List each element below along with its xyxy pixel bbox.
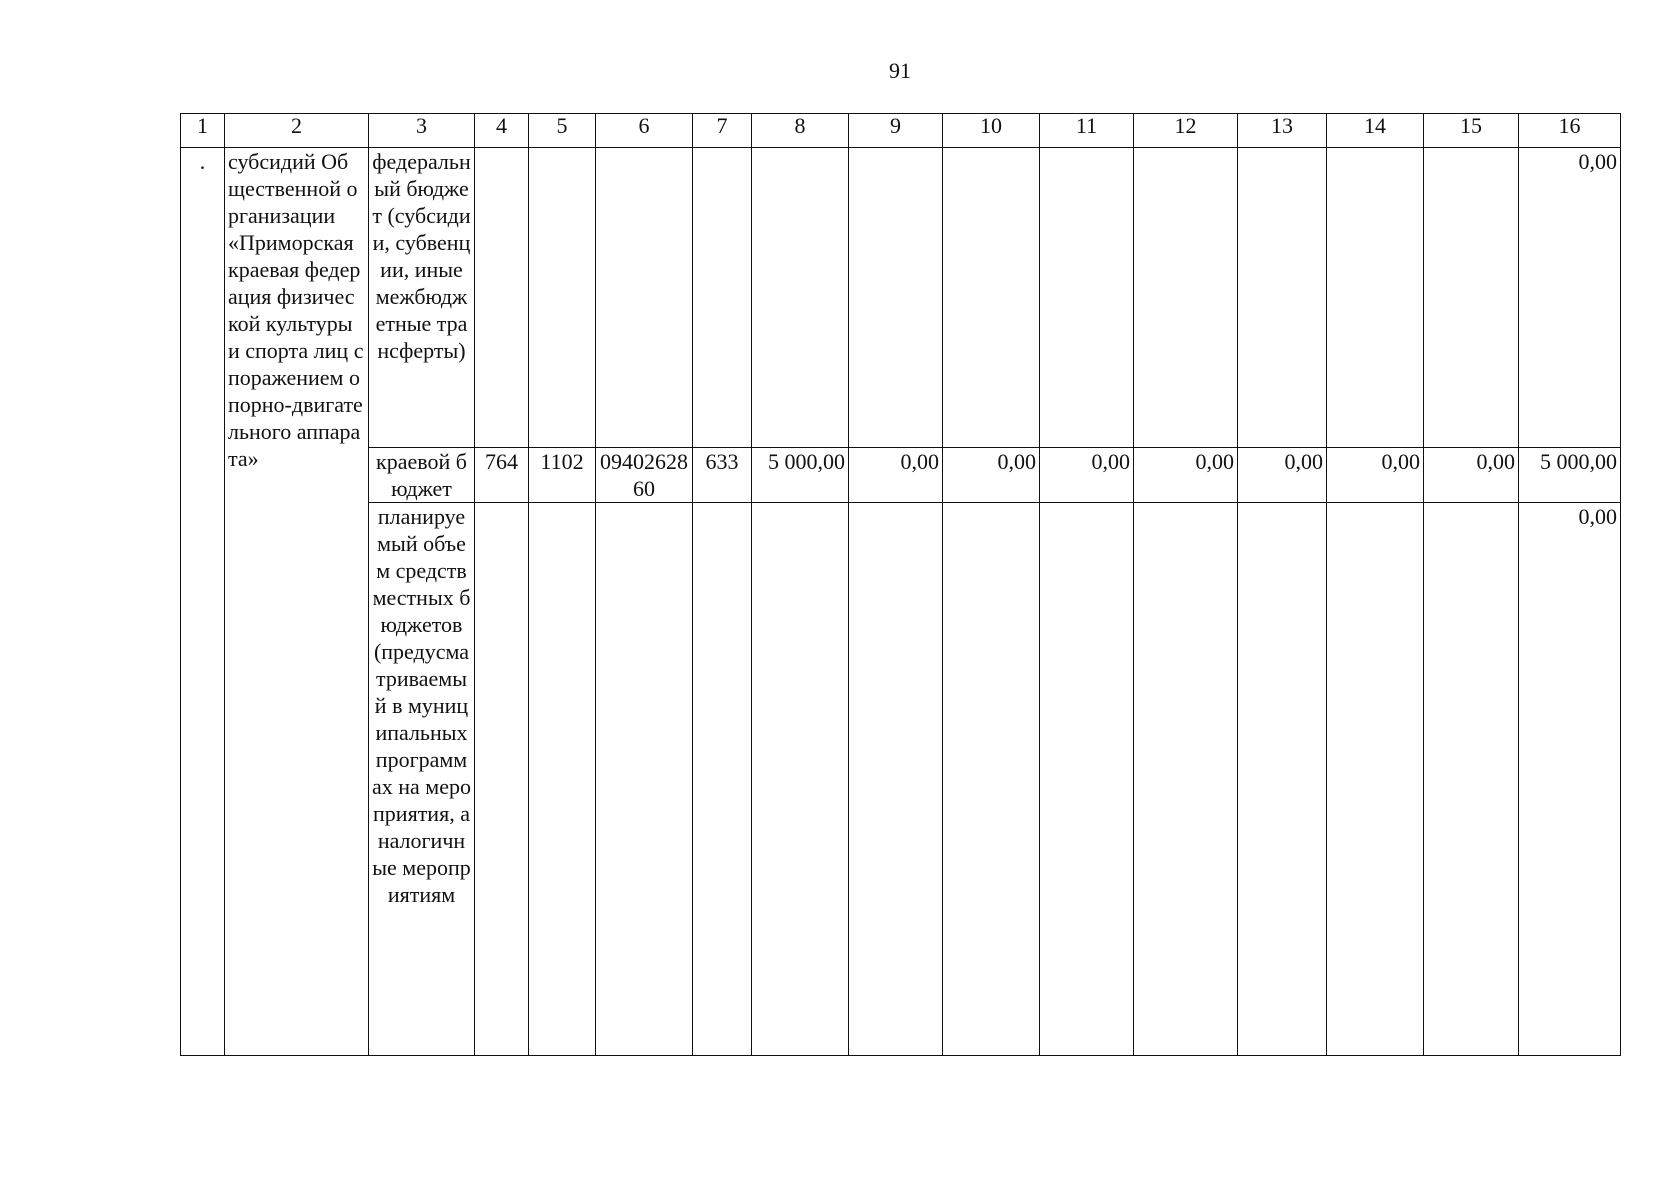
cell-federal-6 (596, 148, 693, 448)
cell-federal-9 (849, 148, 943, 448)
budget-table (180, 113, 1621, 1056)
header-cell-14: 14 (1327, 114, 1424, 148)
cell-federal-16: 0,00 (1519, 148, 1621, 448)
cell-regional-4: 764 (475, 448, 529, 503)
header-cell-12: 12 (1134, 114, 1238, 148)
cell-federal-11 (1040, 148, 1134, 448)
header-cell-1: 1 (181, 114, 225, 148)
cell-regional-16: 5 000,00 (1519, 448, 1621, 503)
header-cell-2: 2 (225, 114, 369, 148)
cell-local-5 (529, 503, 596, 1056)
cell-local-10 (943, 503, 1040, 1056)
header-cell-15: 15 (1424, 114, 1519, 148)
header-cell-16: 16 (1519, 114, 1621, 148)
cell-local-9 (849, 503, 943, 1056)
header-cell-7: 7 (693, 114, 752, 148)
header-row (181, 114, 1621, 148)
cell-local-7 (693, 503, 752, 1056)
header-cell-5: 5 (529, 114, 596, 148)
cell-federal-5 (529, 148, 596, 448)
page-number: 91 (889, 58, 911, 83)
cell-local-12 (1134, 503, 1238, 1056)
cell-regional-10: 0,00 (943, 448, 1040, 503)
cell-regional-6: 0940262860 (596, 448, 693, 503)
cell-local-8 (752, 503, 849, 1056)
header-cell-8: 8 (752, 114, 849, 148)
event-name: субсидий Общественной организации «Приморская краевая федерация физической культуры и спорта лиц с поражением опорно-двигательного аппарата» (225, 148, 369, 1056)
row-marker: . (181, 148, 225, 1056)
table-row-local (181, 503, 1621, 1056)
cell-federal-4 (475, 148, 529, 448)
cell-regional-15: 0,00 (1424, 448, 1519, 503)
cell-local-15 (1424, 503, 1519, 1056)
cell-regional-5: 1102 (529, 448, 596, 503)
cell-federal-14 (1327, 148, 1424, 448)
cell-federal-12 (1134, 148, 1238, 448)
table-row-federal (181, 148, 1621, 448)
cell-local-16: 0,00 (1519, 503, 1621, 1056)
cell-local-13 (1238, 503, 1327, 1056)
cell-regional-12: 0,00 (1134, 448, 1238, 503)
cell-federal-8 (752, 148, 849, 448)
cell-federal-13 (1238, 148, 1327, 448)
header-cell-6: 6 (596, 114, 693, 148)
cell-regional-9: 0,00 (849, 448, 943, 503)
cell-regional-14: 0,00 (1327, 448, 1424, 503)
cell-regional-13: 0,00 (1238, 448, 1327, 503)
header-cell-3: 3 (369, 114, 475, 148)
header-cell-10: 10 (943, 114, 1040, 148)
header-cell-9: 9 (849, 114, 943, 148)
cell-federal-7 (693, 148, 752, 448)
header-cell-13: 13 (1238, 114, 1327, 148)
cell-regional-8: 5 000,00 (752, 448, 849, 503)
table-row-regional (181, 448, 1621, 503)
cell-local-11 (1040, 503, 1134, 1056)
funding-source-federal: федеральный бюджет (субсидии, субвенции, иные межбюджетные трансферты) (369, 148, 475, 448)
cell-local-4 (475, 503, 529, 1056)
header-cell-4: 4 (475, 114, 529, 148)
cell-local-6 (596, 503, 693, 1056)
cell-regional-11: 0,00 (1040, 448, 1134, 503)
cell-local-14 (1327, 503, 1424, 1056)
cell-federal-15 (1424, 148, 1519, 448)
funding-source-local: планируемый объем средств местных бюджетов (предусматриваемый в муниципальных программах на мероприятия, аналогичные мероприятиям (369, 503, 475, 1056)
header-cell-11: 11 (1040, 114, 1134, 148)
funding-source-regional: краевой бюджет (369, 448, 475, 503)
cell-regional-7: 633 (693, 448, 752, 503)
cell-federal-10 (943, 148, 1040, 448)
